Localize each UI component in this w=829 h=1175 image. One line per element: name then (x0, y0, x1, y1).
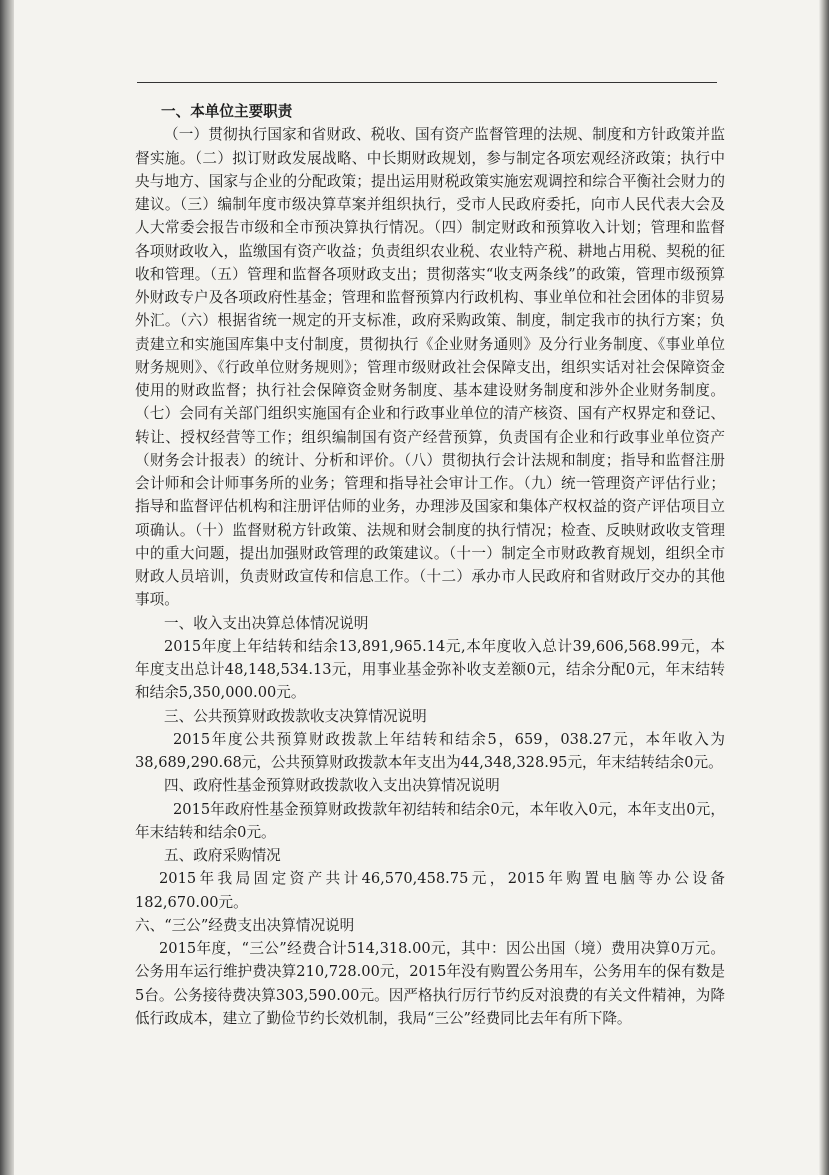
public-budget-paragraph: 2015年度公共预算财政拨款上年结转和结余5，659，038.27元，本年收入为38,689,290.68元，公共预算财政拨款本年支出为44,348,328.95元，年末结转结余0元。 (135, 730, 725, 771)
section-heading-gov-fund: 四、政府性基金预算财政拨款收入支出决算情况说明 (164, 777, 500, 795)
procurement-paragraph: 2015年我局固定资产共计46,570,458.75元，2015年购置电脑等办公设备182,670.00元。 (135, 870, 725, 911)
three-public-paragraph: 2015年度，“三公”经费合计514,318.00元，其中：因公出国（境）费用决算0万元。公务用车运行维护费决算210,728.00元，2015年没有购置公务用车，公务用车的保有数是5台。公务接待费决算303,590.00元。因严格执行厉行节约反对浪费的有关文件精神，为降低行政成本，建立了勤俭节约长效机制，我局“三公”经费同比去年有所下降。 (135, 940, 725, 1027)
section-heading-procurement: 五、政府采购情况 (164, 847, 281, 864)
gov-fund-paragraph: 2015年政府性基金预算财政拨款年初结转和结余0元，本年收入0元，本年支出0元，年末结转和结余0元。 (135, 800, 725, 841)
section-heading-overall: 一、收入支出决算总体情况说明 (164, 614, 369, 632)
document-body (135, 100, 725, 1030)
overall-paragraph: 2015年度上年结转和结余13,891,965.14元,本年度收入总计39,606,568.99元，本年度支出总计48,148,534.13元，用事业基金弥补收支差额0元，结余分配0元，年末结转和结余5,350,000.00元。 (135, 637, 725, 702)
section-heading-three-public: 六、“三公”经费支出决算情况说明 (135, 916, 355, 934)
scan-left-edge (0, 0, 14, 1175)
scan-right-edge (819, 0, 829, 1175)
section-heading-duties: 一、本单位主要职责 (161, 103, 293, 120)
section-heading-public-budget: 三、公共预算财政拨款收支决算情况说明 (164, 707, 427, 725)
header-rule (137, 82, 717, 83)
duties-paragraph: （一）贯彻执行国家和省财政、税收、国有资产监督管理的法规、制度和方针政策并监督实施。（二）拟订财政发展战略、中长期财政规划，参与制定各项宏观经济政策；执行中央与地方、国家与企业的分配政策；提出运用财税政策实施宏观调控和综合平衡社会财力的建议。（三）编制年度市级决算草案并组织执行，受市人民政府委托，向市人民代表大会及人大常委会报告市级和全市预决算执行情况。（四）制定财政和预算收入计划；管理和监督各项财政收入，监缴国有资产收益；负责组织农业税、农业特产税、耕地占用税、契税的征收和管理。（五）管理和监督各项财政支出；贯彻落实“收支两条线”的政策，管理市级预算外财政专户及各项政府性基金；管理和监督预算内行政机构、事业单位和社会团体的非贸易外汇。（六）根据省统一规定的开支标准，政府采购政策、制度，制定我市的执行方案；负责建立和实施国库集中支付制度，贯彻执行《企业财务通则》及分行业务制度、《事业单位财务规则》、《行政单位财务规则》；管理市级财政社会保障支出，组织实话对社会保障资金使用的财政监督；执行社会保障资金财务制度、基本建设财务制度和涉外企业财务制度。（七）会同有关部门组织实施国有企业和行政事业单位的清产核资、国有产权界定和登记、转让、授权经营等工作；组织编制国有资产经营预算，负责国有企业和行政事业单位资产（财务会计报表）的统计、分析和评价。（八）贯彻执行会计法规和制度；指导和监督注册会计师和会计师事务所的业务；管理和指导社会审计工作。（九）统一管理资产评估行业；指导和监督评估机构和注册评估师的业务，办理涉及国家和集体产权权益的资产评估项目立项确认。（十）监督财税方针政策、法规和财会制度的执行情况；检查、反映财政收支管理中的重大问题，提出加强财政管理的政策建议。（十一）制定全市财政教育规划，组织全市财政人员培训，负责财政宣传和信息工作。（十二）承办市人民政府和省财政厅交办的其他事项。 (135, 126, 725, 609)
